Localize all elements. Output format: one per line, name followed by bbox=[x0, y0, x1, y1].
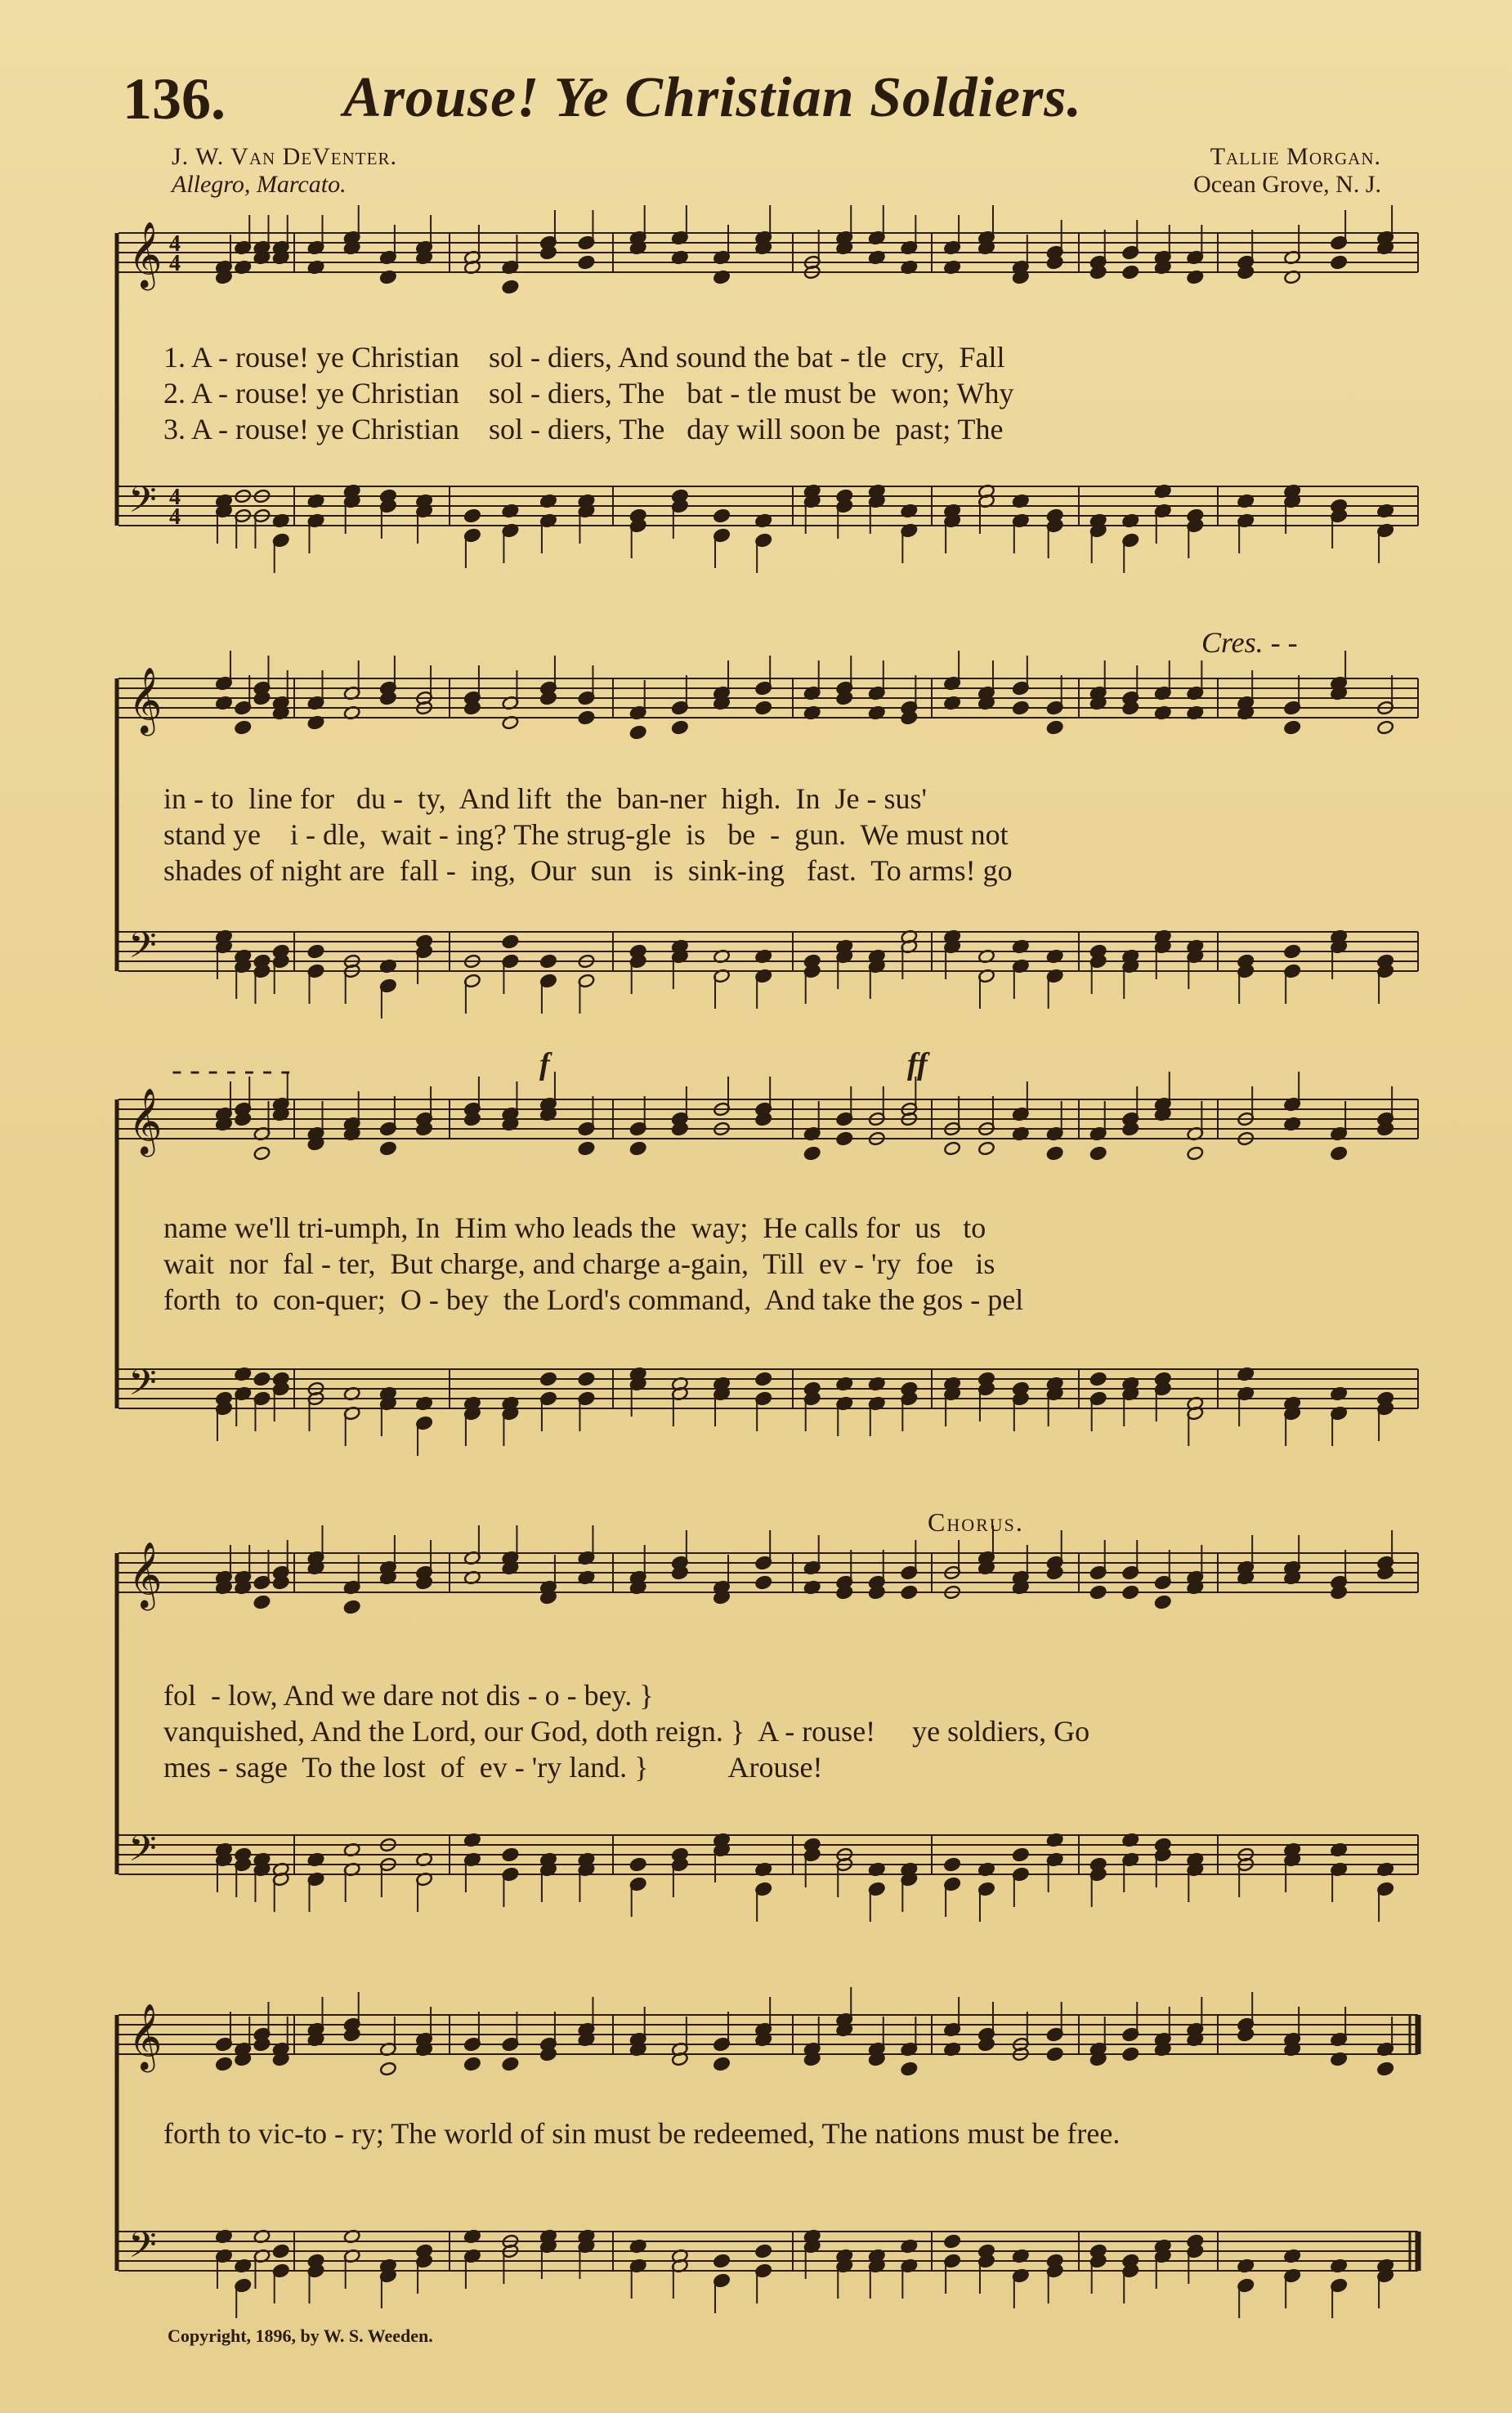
tempo-marking: Allegro, Marcato. bbox=[172, 171, 347, 198]
lyric-line: forth to vic-to - ry; The world of sin must be redeemed, The nations must be free. bbox=[163, 2117, 1121, 2150]
crescendo-marking: Cres. - - bbox=[1201, 626, 1298, 659]
time-signature-top: 4 bbox=[169, 485, 181, 510]
lyric-line: fol - low, And we dare not dis - o - bey. } bbox=[163, 1679, 654, 1712]
hymn-title: Arouse! Ye Christian Soldiers. bbox=[343, 66, 1082, 129]
note-head bbox=[755, 2244, 772, 2259]
note-head bbox=[713, 508, 730, 523]
staff-lines bbox=[117, 1987, 1418, 2318]
note-head bbox=[307, 944, 324, 959]
treble-clef-icon: 𝄞 bbox=[128, 1541, 163, 1608]
credits bbox=[172, 143, 1381, 208]
lyric-line: stand ye i - dle, wait - ing? The strug-gle is be - gun. We must not bbox=[163, 818, 1009, 851]
lyric-line: 2. A - rouse! ye Christian sol - diers, The bat - tle must be won; Why bbox=[163, 377, 1014, 410]
lyrics-block-4 bbox=[163, 1677, 1422, 1785]
note-head bbox=[1283, 944, 1300, 959]
music-system-2 bbox=[114, 626, 1430, 1022]
treble-clef-icon: 𝄞 bbox=[128, 666, 163, 733]
author-credit: J. W. Van DeVenter. bbox=[172, 143, 397, 170]
lyrics-block-3 bbox=[163, 1210, 1422, 1318]
hymn-header bbox=[123, 65, 1430, 139]
note-head bbox=[1089, 1372, 1107, 1386]
composer-place: Ocean Grove, N. J. bbox=[1193, 171, 1381, 198]
bass-clef-icon: 𝄢 bbox=[128, 1361, 157, 1412]
note-head bbox=[578, 1372, 595, 1386]
lyric-line: forth to con-quer; O - bey the Lord's command, And take the gos - pel bbox=[163, 1283, 1024, 1316]
note-head bbox=[713, 2254, 730, 2268]
lyric-line: shades of night are fall - ing, Our sun is sink-ing fast. To arms! go bbox=[163, 854, 1013, 887]
lyrics-block-1 bbox=[163, 339, 1422, 447]
note-head bbox=[943, 2234, 960, 2249]
note-head bbox=[629, 1857, 646, 1872]
cres-continuation: - - - - - - - bbox=[172, 1053, 291, 1087]
lyric-line: 3. A - rouse! ye Christian sol - diers, The day will soon be past; The bbox=[163, 413, 1004, 445]
lyric-line: wait nor fal - ter, But charge, and charge a-gain, Till ev - 'ry foe is bbox=[163, 1247, 995, 1280]
music-system-4 bbox=[114, 1496, 1430, 1937]
lyrics-block-5 bbox=[163, 2115, 1422, 2151]
chorus-label: Chorus. bbox=[928, 1507, 1024, 1537]
note-head bbox=[253, 1372, 271, 1386]
treble-clef-icon: 𝄞 bbox=[128, 2003, 163, 2070]
note-head bbox=[539, 1372, 557, 1386]
bass-clef-icon: 𝄢 bbox=[128, 924, 157, 975]
note-head bbox=[502, 934, 519, 949]
time-signature-bottom: 4 bbox=[169, 504, 181, 530]
lyrics-block-2 bbox=[163, 781, 1422, 889]
note-head bbox=[1012, 1847, 1029, 1862]
composer-credit: Tallie Morgan. bbox=[1210, 143, 1381, 170]
lyric-line: vanquished, And the Lord, our God, doth reign. } A - rouse! ye soldiers, Go bbox=[163, 1715, 1090, 1748]
time-signature-bottom: 4 bbox=[169, 251, 181, 276]
lyric-line: 1. A - rouse! ye Christian sol - diers, And sound the bat - tle cry, Fall bbox=[163, 341, 1005, 374]
hymn-number: 136. bbox=[123, 66, 226, 132]
treble-clef-icon: 𝄞 bbox=[128, 1087, 163, 1154]
bass-clef-icon: 𝄢 bbox=[128, 478, 157, 530]
bass-clef-icon: 𝄢 bbox=[128, 2223, 157, 2275]
note-head bbox=[755, 1372, 772, 1386]
bass-clef-icon: 𝄢 bbox=[128, 1827, 157, 1878]
note-head bbox=[272, 2244, 289, 2259]
lyric-line: name we'll tri-umph, In Him who leads the way; He calls for us to bbox=[163, 1211, 986, 1244]
note-head bbox=[539, 954, 557, 969]
music-system-5 bbox=[114, 1970, 1430, 2313]
treble-clef-icon: 𝄞 bbox=[128, 221, 163, 288]
music-system-1 bbox=[114, 208, 1430, 593]
note-head bbox=[502, 1847, 519, 1862]
fortissimo-marking: ff bbox=[907, 1047, 928, 1081]
time-signature-top: 4 bbox=[169, 231, 181, 257]
forte-marking: f bbox=[539, 1047, 550, 1081]
music-system-3 bbox=[114, 1047, 1430, 1459]
note-head bbox=[943, 1857, 960, 1872]
note-head bbox=[463, 508, 481, 523]
copyright-notice: Copyright, 1896, by W. S. Weeden. bbox=[168, 2326, 433, 2346]
lyric-line: mes - sage To the lost of ev - 'ry land. } Arouse! bbox=[163, 1751, 823, 1784]
lyric-line: in - to line for du - ty, And lift the ban-ner high. In Je - sus' bbox=[163, 782, 927, 815]
